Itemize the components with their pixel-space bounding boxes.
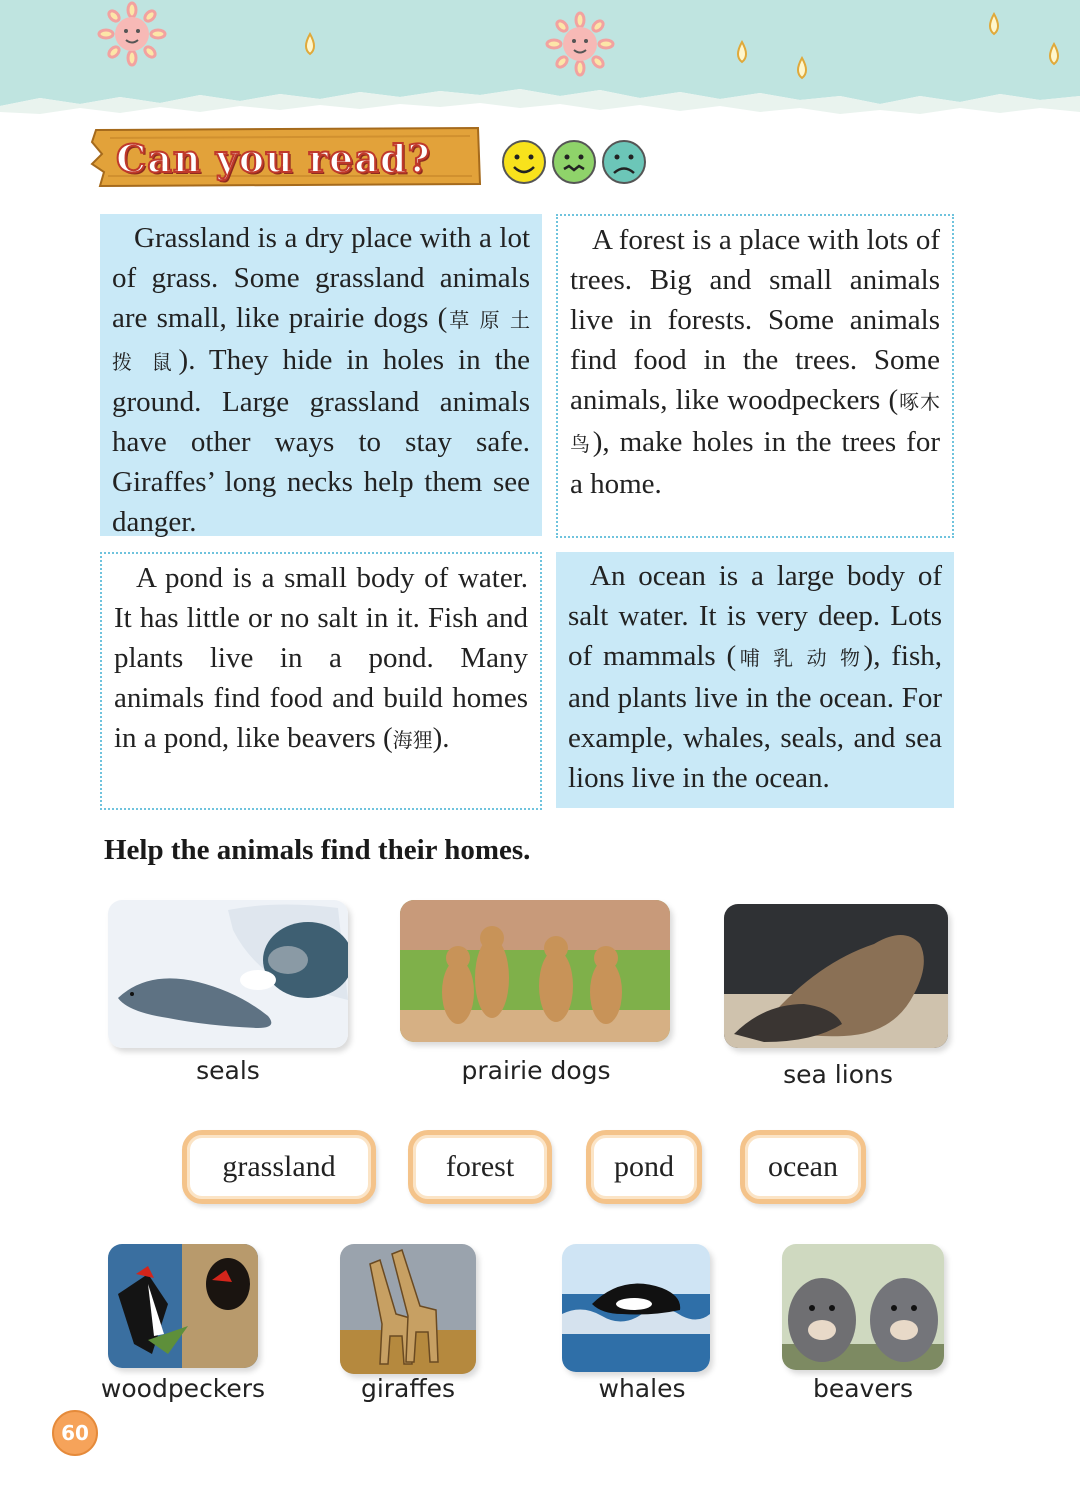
word-option-forest[interactable]: forest	[408, 1130, 552, 1204]
prairie-dogs-photo	[400, 900, 670, 1042]
sun-icon	[99, 3, 165, 65]
animal-label: giraffes	[360, 1374, 456, 1403]
word-option-pond[interactable]: pond	[586, 1130, 702, 1204]
passage-forest	[556, 214, 954, 538]
passage-text: ), fish, and plants live in the ocean. For example, whales, seals, and sea lions live in the ocean.	[568, 640, 942, 794]
passage-grassland	[100, 214, 542, 536]
animal-label: sea lions	[783, 1060, 893, 1089]
passage-text: ), make holes in the trees for a home.	[570, 426, 940, 500]
seal-photo	[108, 900, 348, 1048]
passage-text: ). They hide in holes in the ground. Large grassland animals have other ways to stay safe. Giraffes’ long necks help them see danger.	[112, 344, 531, 538]
page-number: 60	[52, 1410, 98, 1456]
animal-label: whales	[598, 1374, 686, 1403]
animal-label: prairie dogs	[461, 1056, 611, 1085]
chinese-gloss: 草 原 土 拨 鼠	[112, 308, 530, 374]
page-title: Can you read?	[116, 136, 431, 181]
rating-faces	[500, 138, 650, 188]
word-option-ocean[interactable]: ocean	[740, 1130, 866, 1204]
sad-face-icon[interactable]	[603, 141, 645, 183]
passage-text: An ocean is a large body of salt water. It is very deep. Lots of mammals (	[568, 560, 942, 672]
sun-icon	[547, 13, 613, 75]
passage-pond	[100, 552, 542, 810]
header-band	[0, 0, 1080, 120]
giraffes-photo	[340, 1244, 476, 1374]
passage-ocean	[556, 552, 954, 808]
instruction-text: Help the animals find their homes.	[104, 834, 531, 866]
chinese-gloss: 海狸	[392, 728, 433, 752]
word-option-grassland[interactable]: grassland	[182, 1130, 376, 1204]
chinese-gloss: 哺 乳 动 物	[736, 646, 864, 670]
chinese-gloss: 啄木鸟	[570, 390, 941, 456]
sea-lions-photo	[724, 904, 948, 1048]
passage-text: Grassland is a dry place with a lot of grass. Some grassland animals are small, like prairie dogs (	[112, 222, 530, 334]
passage-text: ).	[432, 722, 450, 754]
passage-text: A forest is a place with lots of trees. Big and small animals live in forests. Some animals find food in the trees. Some animals, like woodpeckers (	[570, 224, 940, 416]
animal-label: woodpeckers	[100, 1374, 266, 1403]
animal-label: seals	[196, 1056, 260, 1085]
beavers-photo	[782, 1244, 944, 1370]
happy-face-icon[interactable]	[503, 141, 545, 183]
neutral-face-icon[interactable]	[553, 141, 595, 183]
whales-photo	[562, 1244, 710, 1372]
woodpeckers-photo	[108, 1244, 258, 1368]
animal-label: beavers	[812, 1374, 914, 1403]
passage-text: A pond is a small body of water. It has little or no salt in it. Fish and plants live in a pond. Many animals find food and build homes in a pond, like beavers (	[114, 562, 528, 754]
